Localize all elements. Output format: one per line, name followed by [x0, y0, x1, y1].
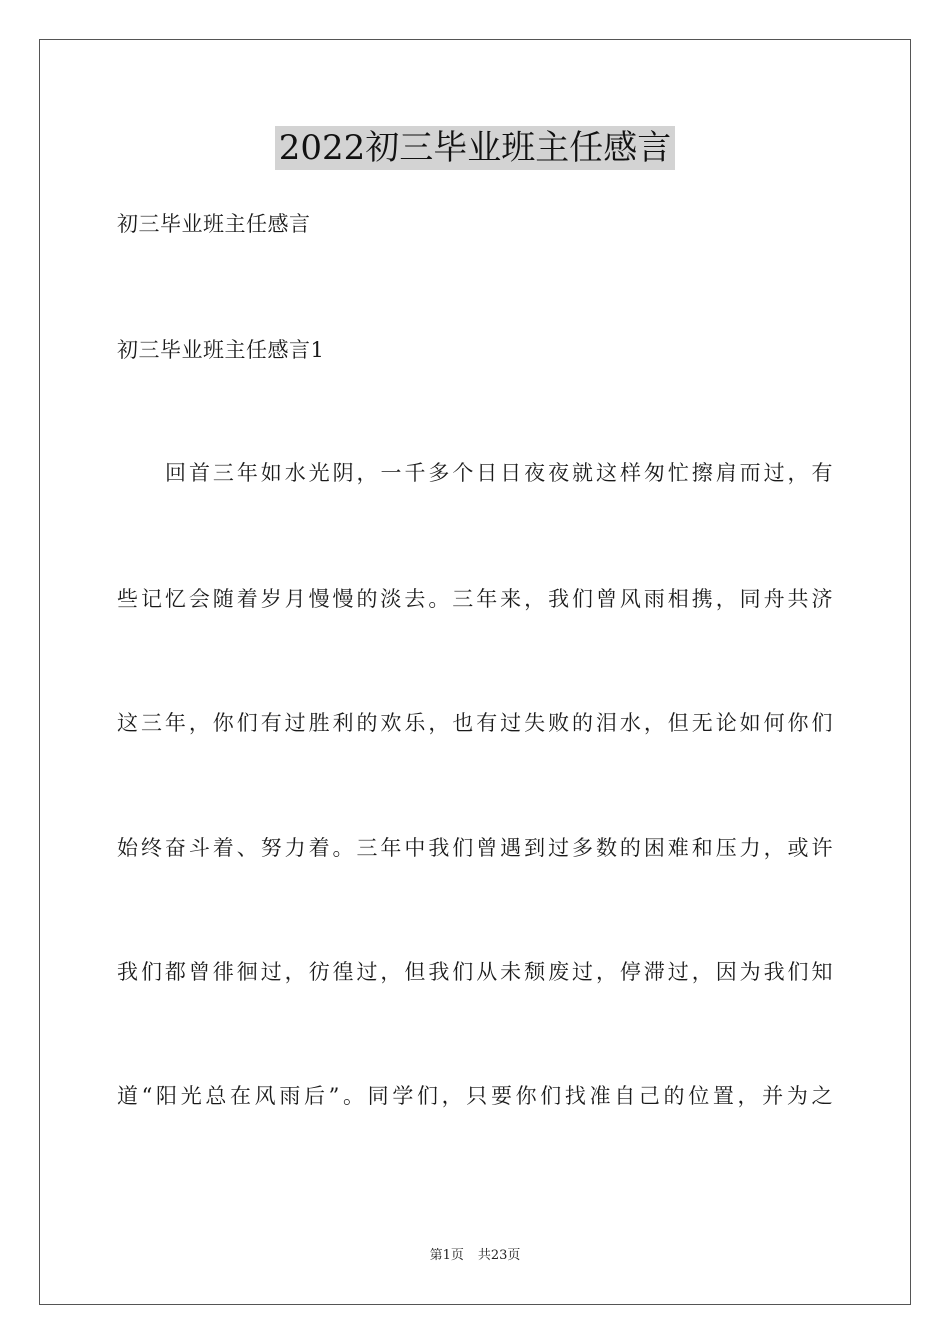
- title-container: [0, 126, 950, 170]
- paragraph-line: 始终奋斗着、努力着。三年中我们曾遇到过多数的困难和压力，或许: [117, 836, 833, 860]
- page-footer: [0, 1247, 950, 1265]
- section-heading: 初三毕业班主任感言1: [117, 338, 325, 362]
- document-title: 2022初三毕业班主任感言: [275, 126, 676, 170]
- paragraph-line: 些记忆会随着岁月慢慢的淡去。三年来，我们曾风雨相携，同舟共济: [117, 587, 833, 611]
- page-number: 第1页: [429, 1248, 464, 1263]
- paragraph-line: 我们都曾徘徊过，彷徨过，但我们从未颓废过，停滞过，因为我们知: [117, 960, 833, 984]
- page-total: 共23页: [477, 1248, 521, 1263]
- paragraph-line: 这三年，你们有过胜利的欢乐，也有过失败的泪水，但无论如何你们: [117, 711, 833, 735]
- subtitle: 初三毕业班主任感言: [117, 212, 311, 236]
- paragraph-line: 回首三年如水光阴，一千多个日日夜夜就这样匆忙擦肩而过，有: [165, 461, 833, 485]
- paragraph-line: 道“阳光总在风雨后”。同学们，只要你们找准自己的位置，并为之: [117, 1084, 833, 1108]
